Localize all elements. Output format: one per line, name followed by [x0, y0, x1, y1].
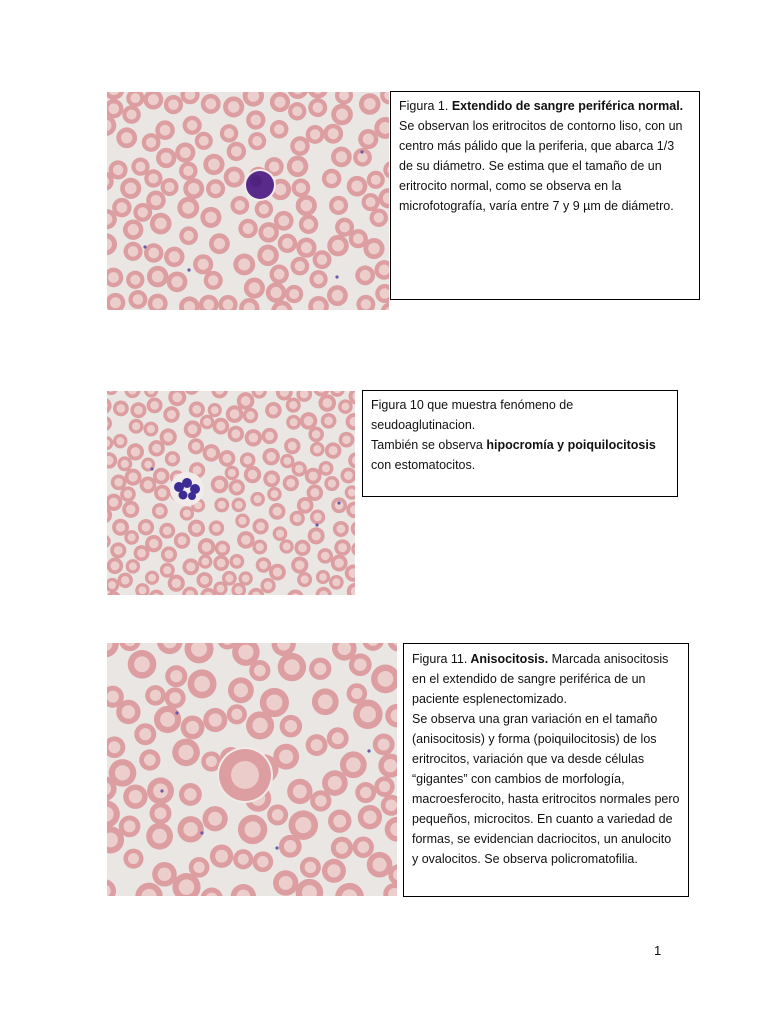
figure-10-line2-end: con estomatocitos.	[371, 458, 476, 472]
figure-1-title: Extendido de sangre periférica normal.	[448, 99, 684, 113]
blood-smear-normal-image	[107, 92, 389, 310]
figure-10-lead: Figura 10 que muestra fenómeno de seudoaglutinacion.	[371, 398, 574, 432]
figure-10-micrograph	[107, 391, 355, 595]
platelet-icon	[187, 268, 190, 271]
figure-11-description-2: Se observa una gran variación en el tamaño (anisocitosis) y forma (poiquilocitosis) de los eritrocitos, variación que va desde células “gigantes” con cambios de morfología, macroesferocito, hasta eritrocitos normales pero pequeños, microcitos. En cuanto a variedad de formas, se evidencian dacriocitos, un anulocito y ovalocitos. Se observa policromatofilia.	[412, 712, 680, 866]
figure-10-caption	[362, 390, 678, 497]
blood-smear-anisocytosis-image	[107, 643, 397, 896]
figure-11-micrograph	[107, 643, 397, 896]
platelet-icon	[175, 711, 178, 714]
page-number: 1	[654, 943, 662, 958]
platelet-icon	[315, 523, 318, 526]
platelet-icon	[275, 846, 278, 849]
platelet-icon	[337, 501, 340, 504]
blood-smear-pseudoagglutination-image	[107, 391, 355, 595]
figure-1-label: Figura 1.	[399, 99, 449, 113]
neutrophil-lobe-icon	[179, 491, 188, 500]
neutrophil-lobe-icon	[182, 478, 192, 488]
platelet-icon	[143, 245, 146, 248]
figure-10-line2-start: También se observa	[371, 438, 487, 452]
figure-10-emphasis: hipocromía y poiquilocitosis	[486, 438, 656, 452]
red-blood-cell-icon	[184, 391, 200, 395]
red-blood-cell-icon	[351, 542, 355, 556]
figure-1-caption	[390, 91, 700, 300]
figure-11-description: Marcada anisocitosis en el extendido de sangre periférica de un paciente esplenectomizado.	[412, 652, 669, 706]
figure-11-label: Figura 11.	[412, 652, 468, 666]
platelet-icon	[335, 275, 338, 278]
platelet-icon	[150, 467, 153, 470]
platelet-icon	[160, 789, 163, 792]
neutrophil-lobe-icon	[188, 492, 196, 500]
figure-11-caption	[403, 643, 689, 897]
figure-1-description: Se observan los eritrocitos de contorno liso, con un centro más pálido que la periferia, que abarca 1/3 de su diámetro. Se estima que el tamaño de un eritrocito normal, como se observa en la microfotografía, varía entre 7 y 9 µm de diámetro.	[399, 119, 683, 213]
platelet-icon	[200, 831, 203, 834]
figure-11-title: Anisocitosis.	[467, 652, 549, 666]
red-blood-cell-icon	[107, 391, 118, 395]
platelet-icon	[360, 150, 363, 153]
platelet-icon	[367, 749, 370, 752]
figure-1-micrograph	[107, 92, 389, 310]
